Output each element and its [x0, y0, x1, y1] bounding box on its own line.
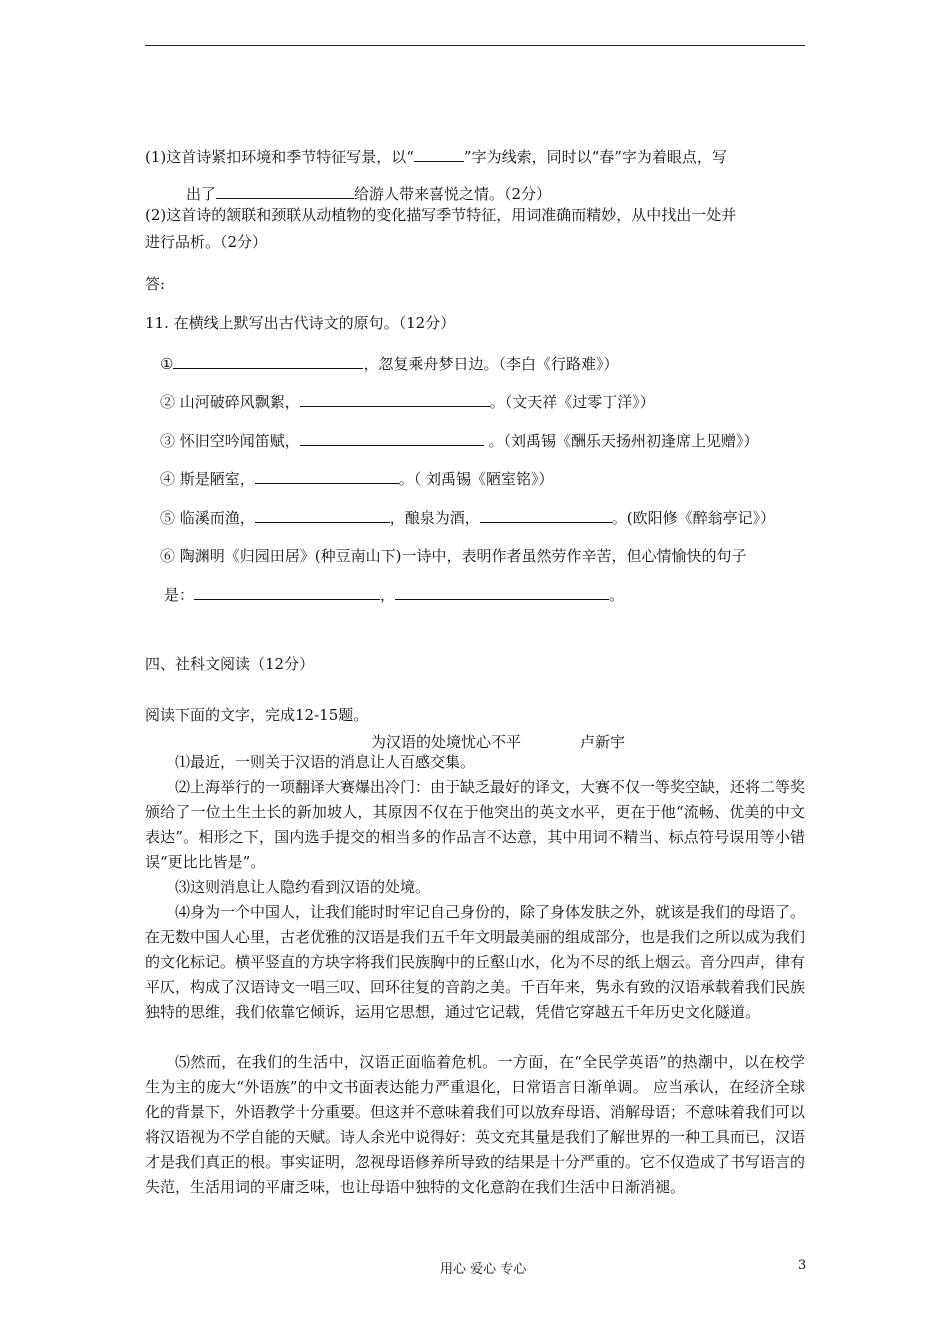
- q11-item-2: ② 山河破碎风飘絮， 。（文天祥《过零丁洋》）: [160, 393, 655, 411]
- answer-blank[interactable]: [194, 584, 380, 600]
- answer-blank[interactable]: [173, 353, 363, 369]
- q11-item-6-line2: 是： ， 。: [164, 586, 625, 604]
- q11-item-5: ⑤ 临溪而渔， ，酿泉为酒， 。(欧阳修《醉翁亭记》）: [160, 509, 776, 527]
- reading-instruction: 阅读下面的文字，完成12-15题。: [145, 706, 369, 724]
- q11-heading: 11. 在横线上默写出古代诗文的原句。（12分）: [145, 314, 456, 332]
- section-heading: 四、社科文阅读（12分）: [145, 655, 315, 673]
- footer-motto: 用心 爱心 专心: [440, 1262, 527, 1277]
- page-number: 3: [798, 1258, 807, 1273]
- q10-sub2-line2: 进行品析。（2分）: [145, 233, 268, 251]
- answer-blank[interactable]: [414, 146, 464, 162]
- q10-sub1-line2: 出了 给游人带来喜悦之情。（2分）: [186, 185, 552, 203]
- answer-blank[interactable]: [300, 430, 484, 446]
- answer-label: 答:: [145, 275, 166, 293]
- header-rule: [145, 45, 805, 46]
- q10-sub2-line1: (2)这首诗的颔联和颈联从动植物的变化描写季节特征，用词准确而精妙，从中找出一处并: [145, 206, 737, 224]
- q10-sub1-line1: (1)这首诗紧扣环境和季节特征写景，以“ ”字为线索，同时以“春”字为着眼点，写: [145, 148, 727, 166]
- article-paragraph-1: ⑴最近，一则关于汉语的消息让人百感交集。: [175, 753, 476, 771]
- q11-item-6-line1: ⑥ 陶渊明《归园田居》(种豆南山下)一诗中，表明作者虽然劳作辛苦，但心情愉快的句子: [160, 547, 747, 565]
- answer-blank[interactable]: [216, 183, 354, 199]
- article-paragraph-3: ⑶这则消息让人隐约看到汉语的处境。: [175, 878, 431, 896]
- answer-blank[interactable]: [255, 468, 399, 484]
- article-paragraph-4: ⑷身为一个中国人，让我们能时时牢记自己身份的，除了身体发肤之外，就该是我们的母语了。在无数中国人心里，古老优雅的汉语是我们五千年文明最美丽的组成部分，也是我们之所以成为我们的文化标记。横平竖直的方块字将我们民族胸中的丘壑山水，化为不尽的纸上烟云。音分四声，律有平仄，构成了汉语诗文一唱三叹、回环往复的音韵之美。千百年来，隽永有致的汉语承载着我们民族独特的思维，我们依靠它倾诉，运用它思想，通过它记载，凭借它穿越五千年历史文化隧道。: [145, 903, 806, 1021]
- q11-item-4: ④ 斯是陋室， 。（ 刘禹锡《陋室铭》）: [160, 470, 554, 488]
- article-paragraph-2: ⑵上海举行的一项翻译大赛爆出冷门：由于缺乏最好的译文，大赛不仅一等奖空缺，还将二等奖颁给了一位土生土长的新加坡人，其原因不仅在于他突出的英文水平，更在于他“流畅、优美的中文表达”。相形之下，国内选手提交的相当多的作品言不达意，其中用词不精当、标点符号误用等小错误“更比比皆是”。: [145, 778, 806, 871]
- article-paragraph-5: ⑸然而，在我们的生活中，汉语正面临着危机。一方面，在“全民学英语”的热潮中，以在校学生为主的庞大“外语族”的中文书面表达能力严重退化，日常语言日渐单调。 应当承认，在经济全球化的背景下，外语教学十分重要。但这并不意味着我们可以放弃母语、消解母语；不意味着我们可以将汉语视为不学自能的天赋。诗人余光中说得好：英文充其量是我们了解世界的一种工具而已，汉语才是我们真正的根。事实证明，忽视母语修养所导致的结果是十分严重的。它不仅造成了书写语言的失范，生活用词的平庸乏味，也让母语中独特的文化意韵在我们生活中日渐消褪。: [145, 1053, 806, 1196]
- q11-item-1: ① ，忽复乘舟梦日边。（李白《行路难》）: [160, 355, 619, 373]
- answer-blank[interactable]: [300, 391, 490, 407]
- article-title: 为汉语的处境忧心不平: [371, 733, 522, 751]
- answer-blank[interactable]: [255, 507, 390, 523]
- article-author: 卢新宇: [580, 733, 626, 751]
- answer-blank[interactable]: [480, 507, 612, 523]
- q11-item-3: ③ 怀旧空吟闻笛赋， 。（刘禹锡《酬乐天扬州初逢席上见赠》）: [160, 432, 759, 450]
- answer-blank[interactable]: [395, 584, 609, 600]
